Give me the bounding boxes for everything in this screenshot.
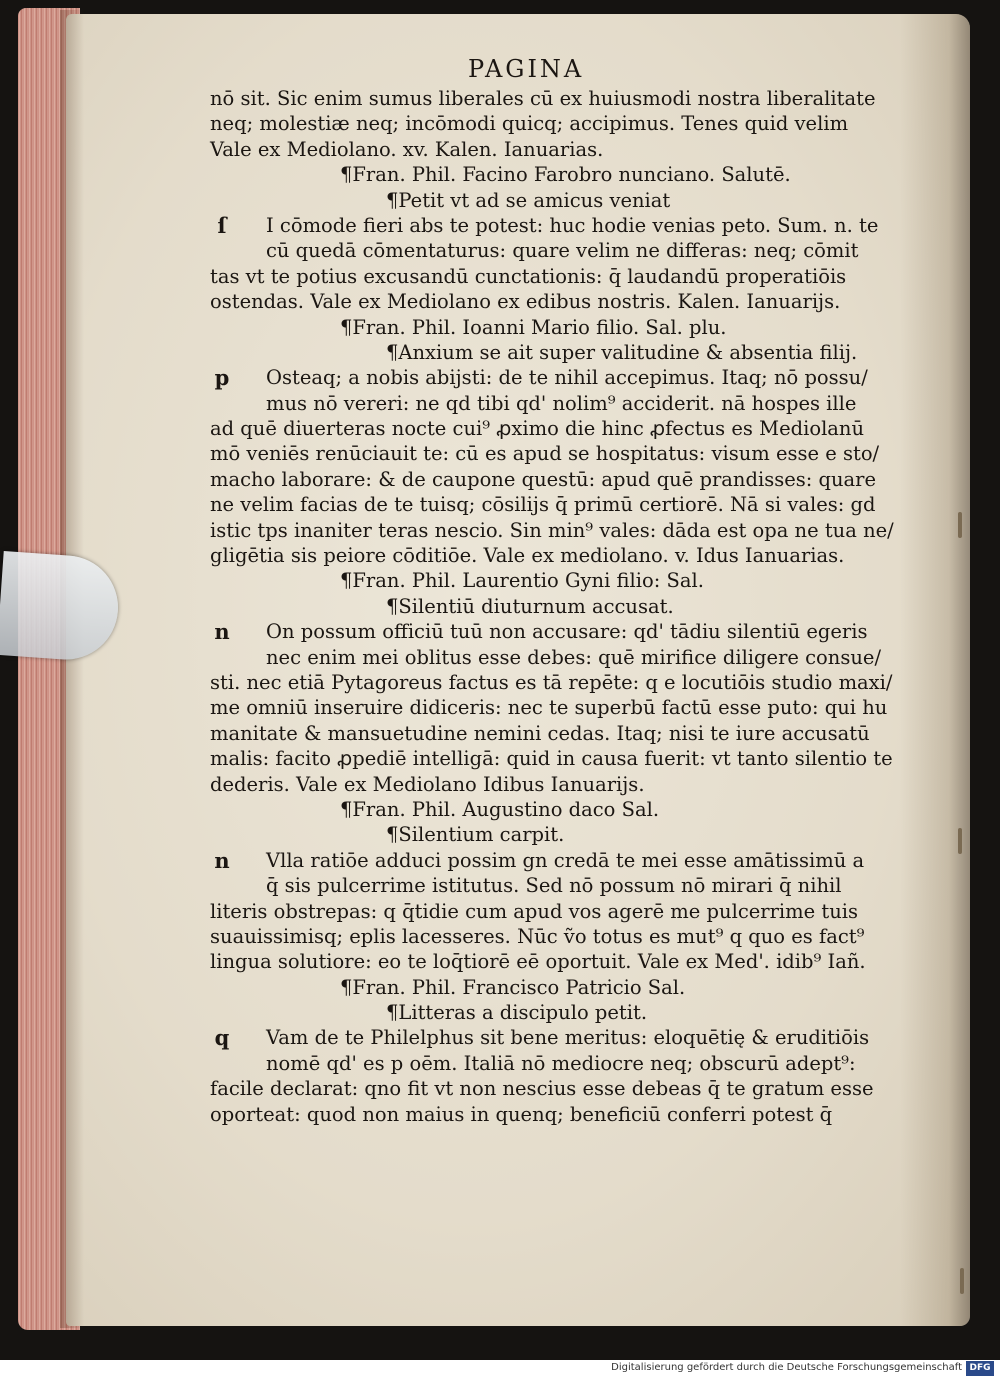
line-text: me omniū inseruire didiceris: nec te superbū factū esse puto: qui hu <box>210 696 888 720</box>
text-line <box>210 111 890 136</box>
line-text: ostendas. Vale ex Mediolano ex edibus nostris. Kalen. Ianuarijs. <box>210 290 841 314</box>
line-text: malis: facito ꝓpediē intelligā: quid in causa fuerit: vt tanto silentio te <box>210 747 893 771</box>
letter-summary <box>210 594 890 619</box>
line-text: oporteat: quod non maius in quenq; beneficiū conferri potest q̄ <box>210 1102 833 1126</box>
line-text: I cōmode fieri abs te potest: huc hodie venias peto. Sum. n. te <box>266 213 879 237</box>
text-line <box>210 264 890 289</box>
line-text: cū quedā cōmentaturus: quare velim ne differas: neq; cōmit <box>266 239 859 263</box>
line-text: ¶Fran. Phil. Francisco Patricio Sal. <box>340 975 686 999</box>
text-line <box>210 848 890 873</box>
text-line <box>210 518 894 543</box>
dfg-logo: DFG <box>966 1361 994 1376</box>
line-text: nō sit. Sic enim sumus liberales cū ex huiusmodi nostra liberalitate <box>210 87 876 110</box>
text-line <box>210 772 890 797</box>
binding-stitch <box>958 828 962 854</box>
binding-stitch <box>958 512 962 538</box>
line-text: ¶Petit vt ad se amicus veniat <box>386 188 671 212</box>
line-text: ¶Fran. Phil. Facino Farobro nunciano. Salutē. <box>340 163 791 187</box>
text-line <box>210 949 890 974</box>
line-text: ¶Fran. Phil. Augustino daco Sal. <box>340 797 660 821</box>
page-gutter-shadow <box>900 14 970 1326</box>
text-line <box>210 441 890 466</box>
letter-summary <box>210 340 890 365</box>
text-line <box>210 213 890 238</box>
text-line <box>210 416 890 441</box>
text-block <box>210 52 894 1127</box>
letter-heading <box>210 797 890 822</box>
text-line <box>210 137 890 162</box>
line-text: facile declarat: qno fit vt non nescius esse debeas q̄ te gratum esse <box>210 1077 874 1101</box>
funding-credit: Digitalisierung gefördert durch die Deutsche Forschungsgemeinschaft <box>611 1362 962 1373</box>
line-text: neq; molestiæ neq; incōmodi quicq; accipimus. Tenes quid velim <box>210 112 849 136</box>
text-line <box>210 924 890 949</box>
line-text: manitate & mansuetudine nemini cedas. Itaq; nisi te iure accusatū <box>210 721 870 745</box>
line-text: mō veniēs renūciauit te: cū es apud se hospitatus: visum esse e sto/ <box>210 442 880 466</box>
line-text: literis obstrepas: q q̄tidie cum apud vos agerē me pulcerrime tuis <box>210 899 859 923</box>
text-line <box>210 670 893 695</box>
line-text: ad quē diuerteras nocte cui⁹ ꝓximo die hinc ꝓfectus es Mediolanū <box>210 417 865 441</box>
line-text: mus nō vereri: ne qd tibi qd' nolim⁹ acciderit. nā hospes ille <box>266 391 857 415</box>
line-text: nec enim mei oblitus esse debes: quē mirifice diligere consue/ <box>266 645 882 669</box>
line-text: ¶Fran. Phil. Laurentio Gyni filio: Sal. <box>340 569 704 593</box>
text-line <box>210 238 890 263</box>
guide-letter: n <box>214 619 230 645</box>
line-text: ¶Anxium se ait super valitudine & absentia filij. <box>386 340 858 364</box>
line-text: Vlla ratiōe adduci possim gn credā te mei esse amātissimū a <box>266 848 865 872</box>
letter-heading <box>210 568 890 593</box>
line-text: macho laborare: & de caupone questū: apud quē prandisses: quare <box>210 467 877 491</box>
text-line <box>210 467 890 492</box>
text-line <box>210 645 890 670</box>
line-text: Vale ex Mediolano. xv. Kalen. Ianuarias. <box>210 137 604 161</box>
line-text: ne velim facias de te tuisq; cōsilijs q̄ primū certiorē. Nā si vales: gd <box>210 493 876 517</box>
text-line <box>210 365 890 390</box>
text-line <box>210 543 890 568</box>
text-line <box>210 873 890 898</box>
guide-letter: n <box>214 847 230 873</box>
text-line <box>210 1102 890 1127</box>
line-text: q̄ sis pulcerrime istitutus. Sed nō possum nō mirari q̄ nihil <box>266 874 842 898</box>
text-line <box>210 899 890 924</box>
text-lines <box>210 86 894 1127</box>
line-text: ¶Silentiū diuturnum accusat. <box>386 594 674 618</box>
line-text: On possum officiū tuū non accusare: qd' tādiu silentiū egeris <box>266 620 868 644</box>
line-text: istic tps inaniter teras nescio. Sin min⁹ vales: dāda est opa ne tua ne/ <box>210 518 894 542</box>
text-line <box>210 492 890 517</box>
line-text: lingua solutiore: eo te loq̄tiorē eē oportuit. Vale ex Med'. idib⁹ Iañ. <box>210 950 866 974</box>
line-text: sti. nec etiā Pytagoreus factus es tā repēte: q e locutiōis studio maxi/ <box>210 670 893 694</box>
letter-heading <box>210 315 890 340</box>
running-head: PAGINA <box>468 55 585 83</box>
letter-summary <box>210 188 890 213</box>
text-line <box>210 619 890 644</box>
letter-summary <box>210 822 890 847</box>
line-text: suauissimisq; eplis lacesseres. Nūc ṽo totus es mut⁹ q quo es fact⁹ <box>210 924 865 948</box>
guide-letter: p <box>214 365 230 391</box>
guide-letter: ſ <box>217 212 227 238</box>
line-text: ¶Fran. Phil. Ioanni Mario filio. Sal. plu. <box>340 315 727 339</box>
text-line <box>210 289 890 314</box>
text-line <box>210 721 890 746</box>
letter-heading <box>210 162 890 187</box>
guide-letter: q <box>214 1025 230 1051</box>
line-text: Osteaq; a nobis abijsti: de te nihil accepimus. Itaq; nō possu/ <box>266 366 868 390</box>
text-line <box>210 391 890 416</box>
fore-edge-shadow <box>60 10 84 1328</box>
binding-stitch <box>960 1268 964 1294</box>
line-text: Vam de te Philelphus sit bene meritus: eloquētię & eruditiōis <box>266 1026 870 1050</box>
text-line <box>210 1076 890 1101</box>
text-line <box>210 1051 890 1076</box>
letter-heading <box>210 975 890 1000</box>
text-line <box>210 695 890 720</box>
line-text: gligētia sis peiore cōditiōe. Vale ex mediolano. v. Idus Ianuarias. <box>210 544 845 568</box>
line-text: tas vt te potius excusandū cunctationis: q̄ laudandū properatiōis <box>210 264 847 288</box>
line-text: nomē qd' es p oēm. Italiā nō mediocre neq; obscurū adept⁹: <box>266 1051 856 1075</box>
text-line <box>210 1025 890 1050</box>
text-line <box>210 86 890 111</box>
text-line <box>210 746 893 771</box>
line-text: ¶Silentium carpit. <box>386 823 565 847</box>
letter-summary <box>210 1000 890 1025</box>
line-text: dederis. Vale ex Mediolano Idibus Ianuarijs. <box>210 772 645 796</box>
line-text: ¶Litteras a discipulo petit. <box>386 1001 648 1025</box>
